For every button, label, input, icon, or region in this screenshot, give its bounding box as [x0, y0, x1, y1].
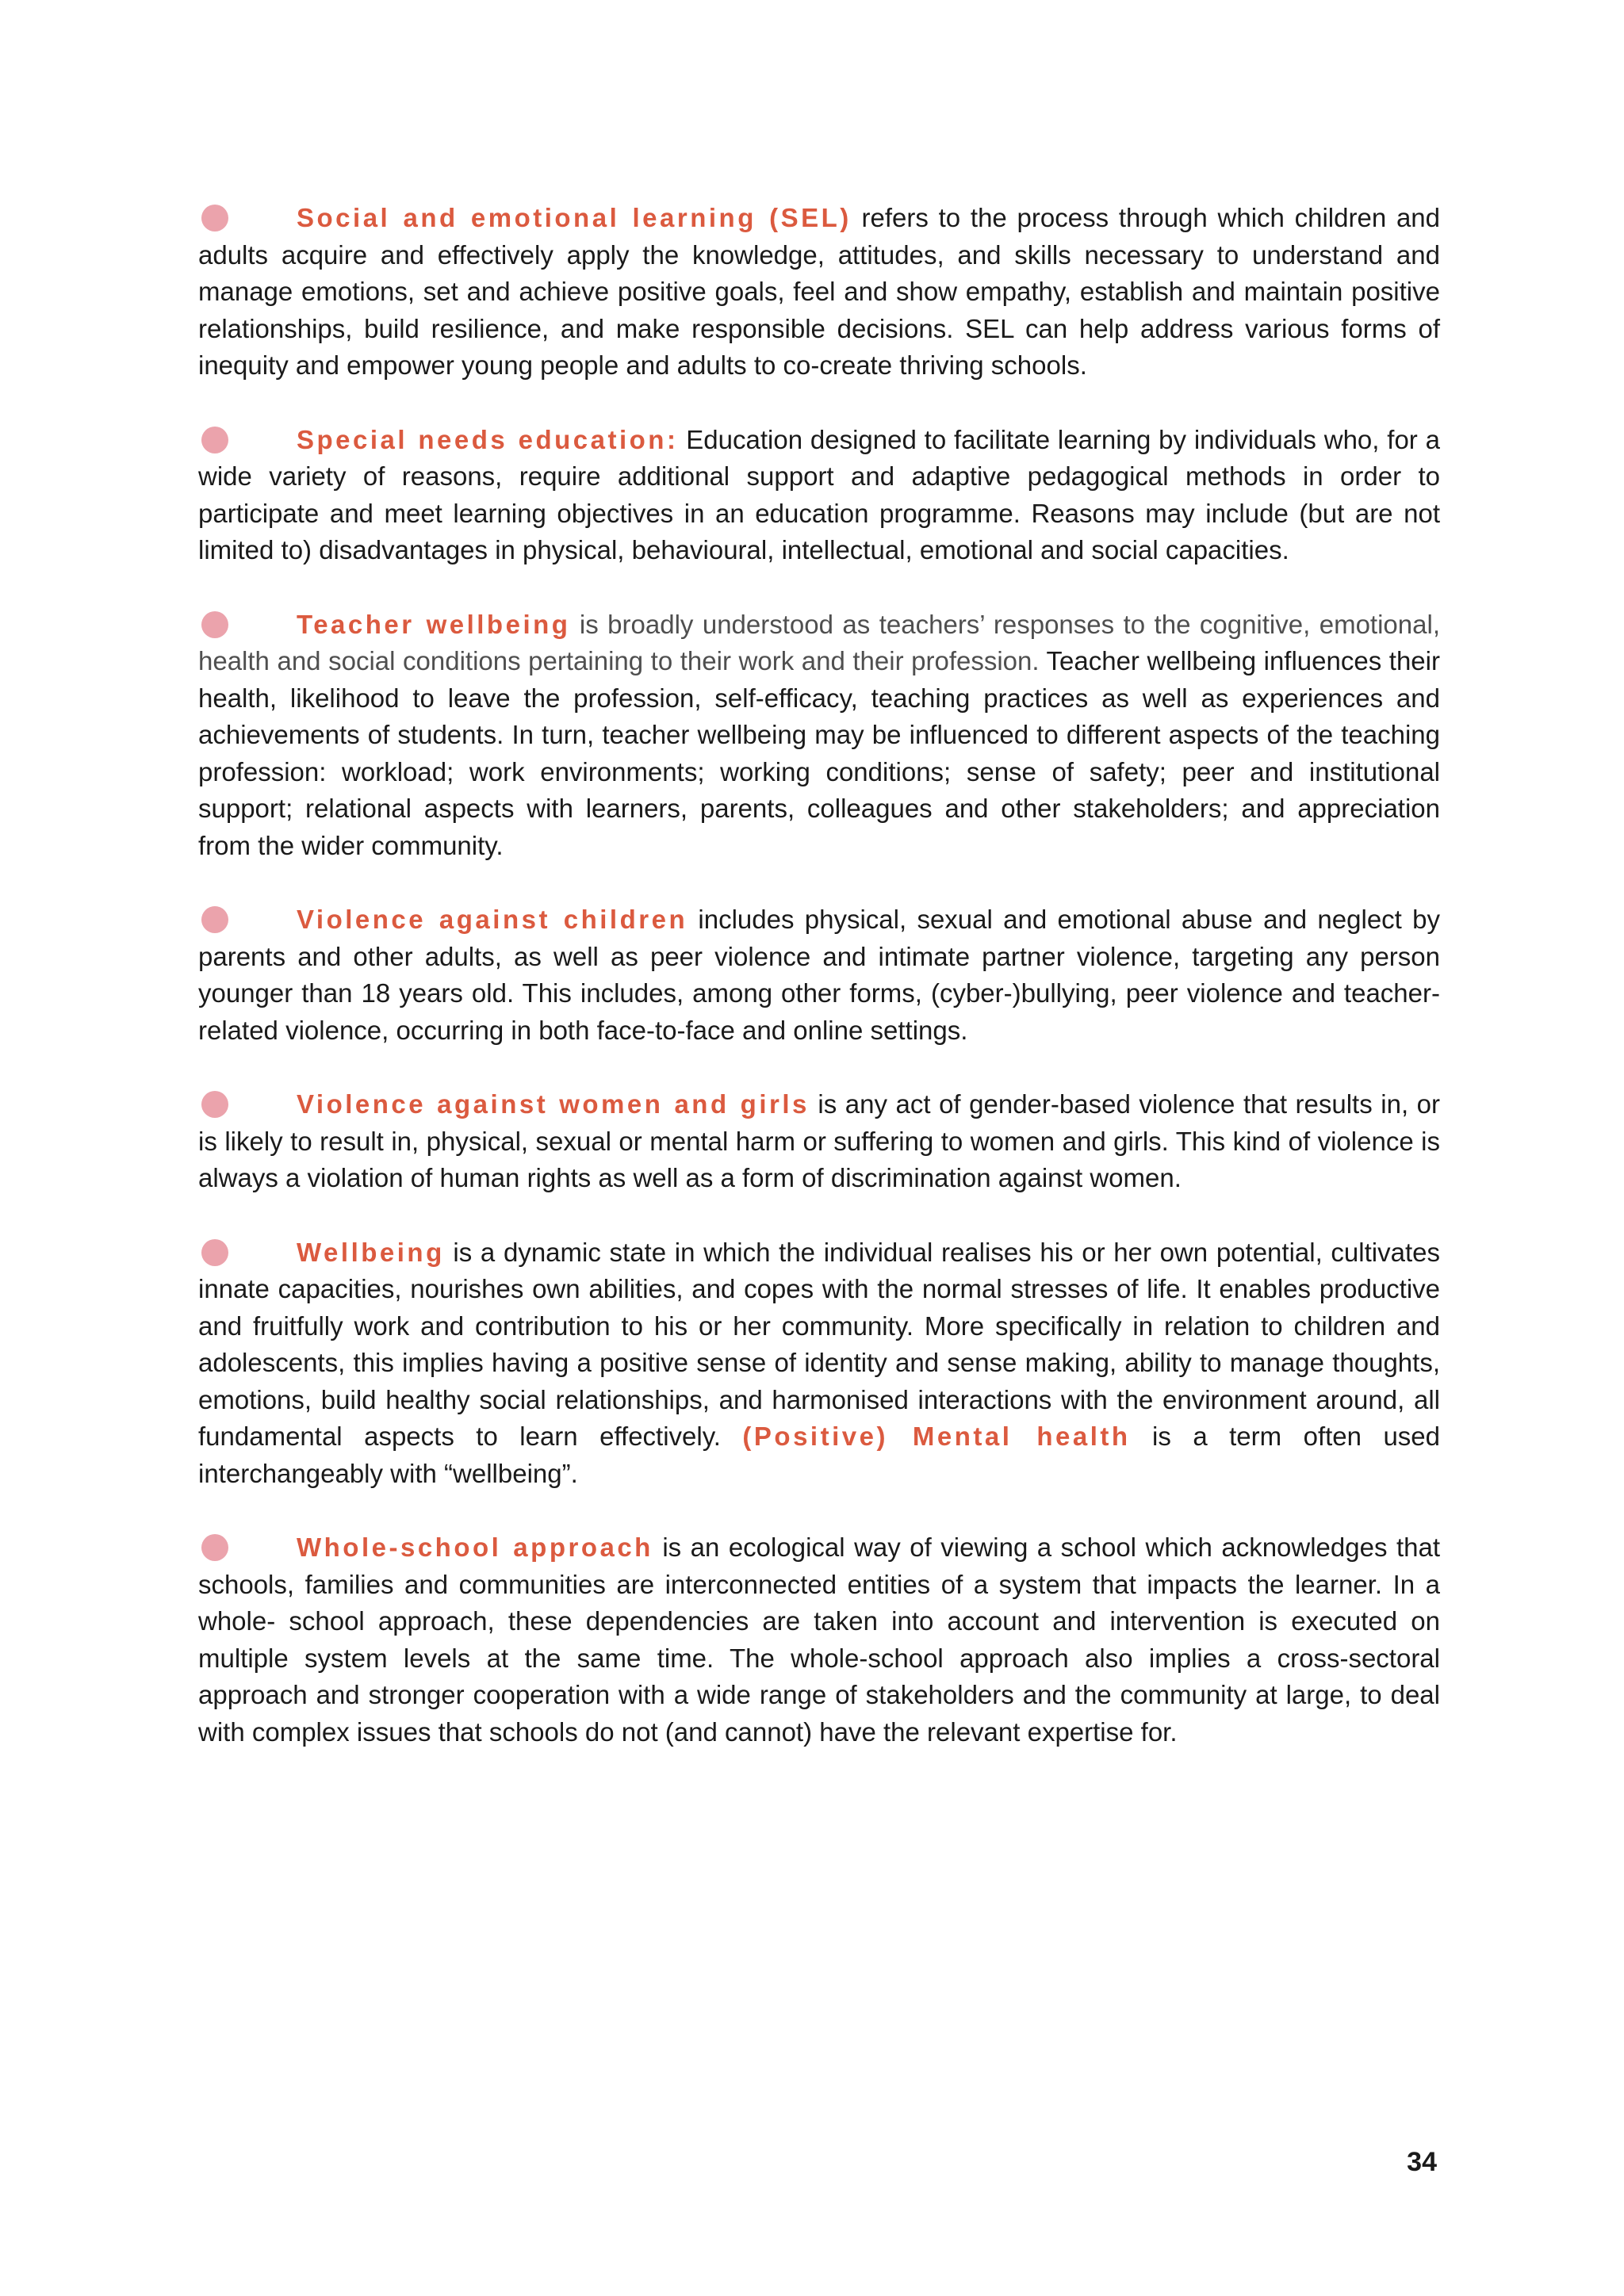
entry-paragraph [198, 200, 1440, 385]
definition-text: is a dynamic state in which the individual realises his or her own potential, cultivates innate capacities, nourishes own abilities, and copes with the normal stresses of life. It enables productive and fruitfully work and contribution to his or her community. More specifically in relation to children and adolescents, this implies having a positive sense of identity and sense making, ability to manage thoughts, emotions, build healthy social relationships, and harmonised interactions with the environment around, all fundamental aspects to learn effectively. [198, 1237, 1440, 1451]
bullet-icon [201, 1239, 228, 1266]
glossary-entry-wellbeing [198, 1234, 1440, 1493]
definition-text: refers to the process through which children and adults acquire and effectively apply the knowledge, attitudes, and skills necessary to understand and manage emotions, set and achieve positive goals, feel and show empathy, establish and maintain positive relationships, build resilience, and make responsible decisions. SEL can help address various forms of inequity and empower young people and adults to co-create thriving schools. [198, 203, 1441, 380]
bullet-icon [201, 906, 228, 933]
glossary-entry-violence-against-children [198, 901, 1440, 1049]
bullet-icon [201, 205, 228, 232]
glossary-term: Special needs education: [297, 424, 679, 454]
definition-text: Teacher wellbeing influences their health, likelihood to leave the profession, self-efficacy, teaching practices as well as experiences and achievements of students. In turn, teacher wellbeing may be influenced to different aspects of the teaching profession: workload; work environments; working conditions; sense of safety; peer and institutional support; relational aspects with learners, parents, colleagues and other stakeholders; and appreciation from the wider community. [198, 646, 1440, 860]
glossary-term: Violence against women and girls [297, 1089, 810, 1119]
entry-paragraph [198, 901, 1440, 1049]
glossary-term: Teacher wellbeing [297, 609, 571, 639]
bullet-icon [201, 611, 228, 638]
glossary-term-secondary: (Positive) Mental health [742, 1422, 1131, 1451]
definition-text-secondary: is a term often used interchangeably with “wellbeing”. [198, 1422, 1441, 1488]
definition-text: is an ecological way of viewing a school which acknowledges that schools, families and communities are interconnected entities of a system that impacts the learner. In a whole- school approach, these dependencies are taken into account and intervention is executed on multiple system levels at the same time. The whole-school approach also implies a cross-sectoral approach and stronger cooperation with a wide range of stakeholders and the community at large, to deal with complex issues that schools do not (and cannot) have the relevant expertise for. [198, 1533, 1440, 1747]
entry-paragraph [198, 1529, 1440, 1751]
glossary-term: Violence against children [297, 905, 688, 934]
bullet-icon [201, 1091, 228, 1118]
glossary-list [198, 200, 1440, 1788]
definition-text: Education designed to facilitate learning by individuals who, for a wide variety of reasons, require additional support and adaptive pedagogical methods in order to participate and meet learning objectives in an education programme. Reasons may include (but are not limited to) disadvantages in physical, behavioural, intellectual, emotional and social capacities. [198, 424, 1440, 564]
definition-text: is any act of gender-based violence that results in, or is likely to result in, physical, sexual or mental harm or suffering to women and girls. This kind of violence is always a violation of human rights as well as a form of discrimination against women. [198, 1089, 1440, 1192]
glossary-entry-sel [198, 200, 1440, 385]
glossary-term: Whole-school approach [297, 1533, 653, 1562]
definition-text: includes physical, sexual and emotional abuse and neglect by parents and other adults, as well as peer violence and intimate partner violence, targeting any person younger than 18 years old. This includes, among other forms, (cyber-)bullying, peer violence and teacher-related violence, occurring in both face-to-face and online settings. [198, 905, 1440, 1045]
entry-paragraph [198, 1086, 1440, 1197]
glossary-entry-violence-against-women-and-girls [198, 1086, 1440, 1197]
glossary-term: Wellbeing [297, 1237, 445, 1267]
definition-text-muted: is broadly understood as teachers’ responses to the cognitive, emotional, health and social conditions pertaining to their work and their profession. [198, 609, 1440, 675]
bullet-icon [201, 427, 228, 453]
page-number: 34 [1407, 2147, 1437, 2177]
entry-paragraph [198, 422, 1440, 569]
bullet-icon [201, 1534, 228, 1561]
glossary-entry-whole-school-approach [198, 1529, 1440, 1751]
glossary-term: Social and emotional learning (SEL) [297, 203, 852, 232]
glossary-entry-special-needs-education [198, 422, 1440, 569]
entry-paragraph [198, 607, 1440, 865]
glossary-entry-teacher-wellbeing [198, 607, 1440, 865]
entry-paragraph [198, 1234, 1440, 1493]
